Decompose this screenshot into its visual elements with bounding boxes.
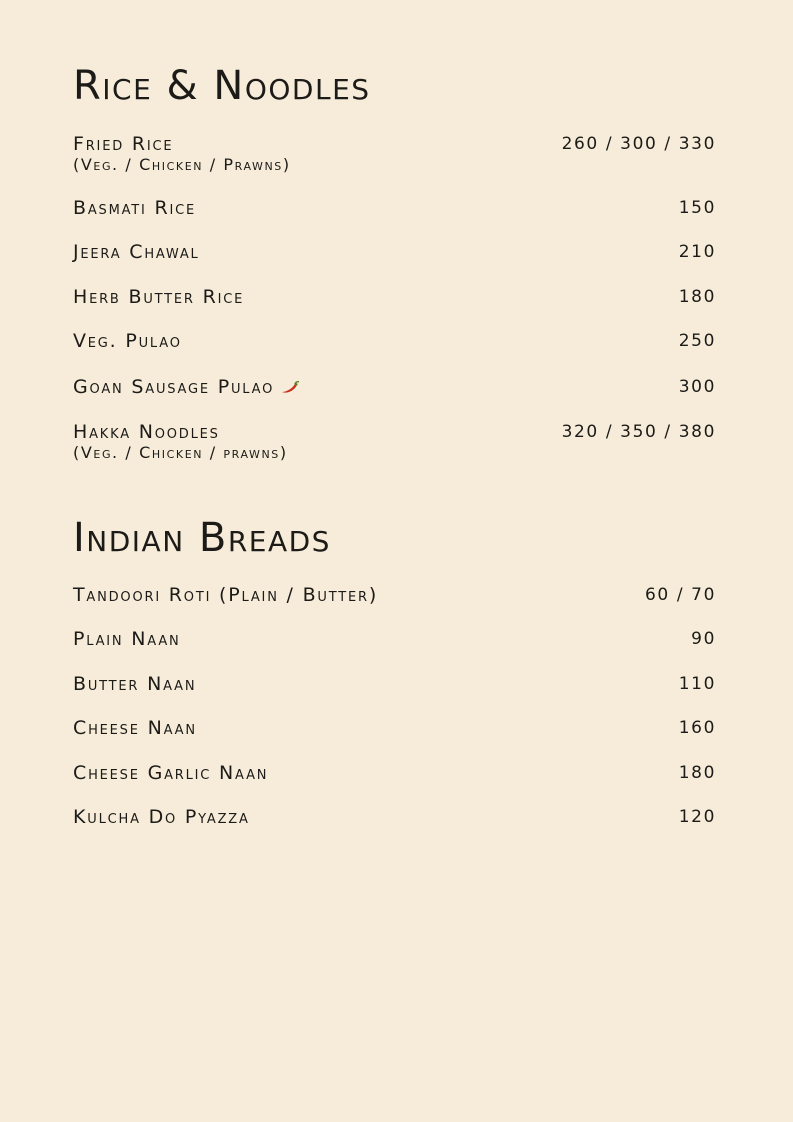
item-price: 300 <box>678 377 716 397</box>
item-name: Hakka Noodles <box>73 421 220 443</box>
menu-item <box>73 287 716 307</box>
item-name: Fried Rice <box>73 133 174 155</box>
menu-item <box>73 422 716 463</box>
menu-item <box>73 629 716 649</box>
menu-item <box>73 763 716 783</box>
menu-item <box>73 198 716 218</box>
item-price: 320 / 350 / 380 <box>561 422 716 442</box>
item-name: Goan Sausage Pulao <box>73 376 275 398</box>
item-name: Plain Naan <box>73 628 181 650</box>
menu-item <box>73 331 716 351</box>
item-price: 260 / 300 / 330 <box>561 134 716 154</box>
item-name: Jeera Chawal <box>73 241 200 263</box>
item-price: 160 <box>678 718 716 738</box>
item-name: Basmati Rice <box>73 197 197 219</box>
item-name: Herb Butter Rice <box>73 286 245 308</box>
item-name: Veg. Pulao <box>73 330 182 352</box>
item-price: 110 <box>678 674 716 694</box>
item-name: Cheese Naan <box>73 717 197 739</box>
item-name: Tandoori Roti (Plain / Butter) <box>73 584 379 606</box>
menu-item <box>73 674 716 694</box>
menu-item <box>73 377 716 397</box>
item-options: (Veg. / Chicken / prawns) <box>73 443 288 462</box>
item-name: Butter Naan <box>73 673 197 695</box>
item-options: (Veg. / Chicken / Prawns) <box>73 155 291 174</box>
item-name: Kulcha Do Pyazza <box>73 806 250 828</box>
section-title-rice-noodles: Rice & Noodles <box>73 63 371 109</box>
item-price: 60 / 70 <box>645 585 716 605</box>
section-title-indian-breads: Indian Breads <box>73 515 331 561</box>
item-price: 120 <box>678 807 716 827</box>
item-price: 250 <box>678 331 716 351</box>
item-price: 150 <box>678 198 716 218</box>
item-price: 210 <box>678 242 716 262</box>
item-name-with-icon <box>73 377 300 397</box>
item-price: 180 <box>678 287 716 307</box>
item-name: Cheese Garlic Naan <box>73 762 269 784</box>
item-price: 180 <box>678 763 716 783</box>
item-price: 90 <box>691 629 716 649</box>
menu-item <box>73 242 716 262</box>
chili-icon <box>280 380 300 394</box>
menu-item <box>73 585 716 605</box>
menu-item <box>73 718 716 738</box>
menu-item <box>73 134 716 175</box>
menu-item <box>73 807 716 827</box>
